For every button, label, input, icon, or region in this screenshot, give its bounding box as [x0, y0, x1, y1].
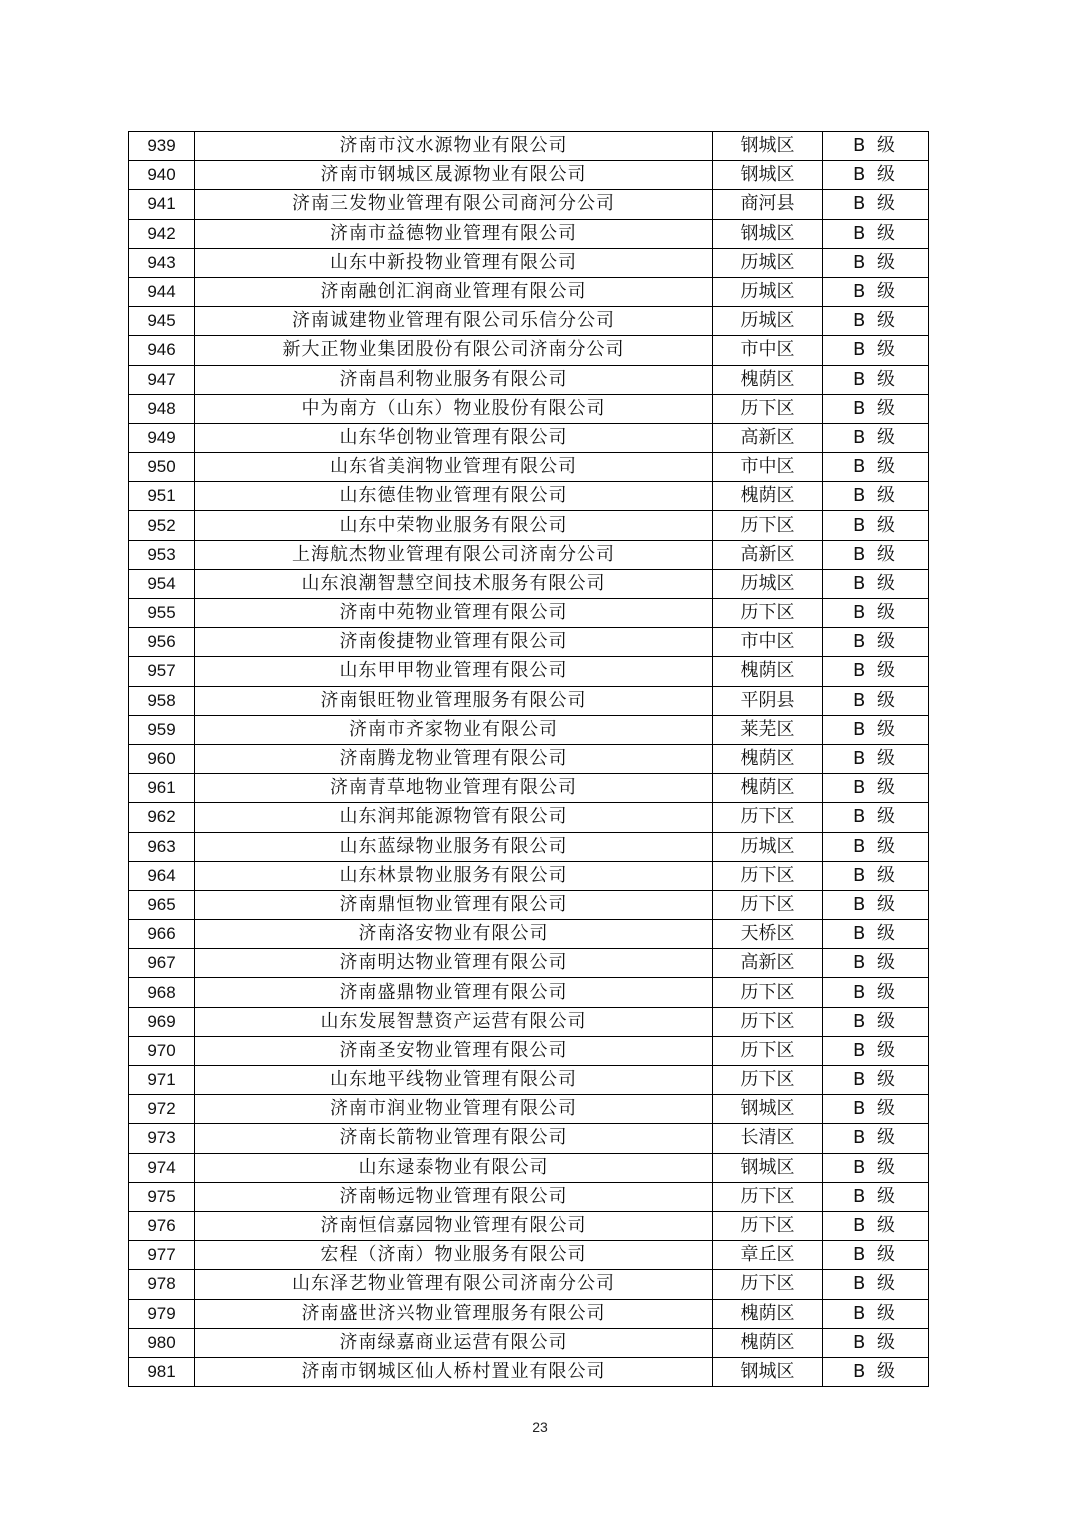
row-number: 974 — [129, 1153, 195, 1182]
row-number: 969 — [129, 1007, 195, 1036]
company-name: 济南洛安物业有限公司 — [195, 920, 713, 949]
grade-value: B 级 — [823, 861, 929, 890]
table-row — [129, 715, 929, 744]
company-name: 济南盛鼎物业管理有限公司 — [195, 978, 713, 1007]
district-name: 历下区 — [713, 599, 823, 628]
table-row — [129, 1182, 929, 1211]
table-row — [129, 920, 929, 949]
grade-value: B 级 — [823, 657, 929, 686]
row-number: 975 — [129, 1182, 195, 1211]
table-row — [129, 190, 929, 219]
company-name: 济南市钢城区晟源物业有限公司 — [195, 161, 713, 190]
grade-value: B 级 — [823, 453, 929, 482]
district-name: 历下区 — [713, 511, 823, 540]
grade-value: B 级 — [823, 1211, 929, 1240]
grade-value: B 级 — [823, 599, 929, 628]
row-number: 954 — [129, 569, 195, 598]
company-grade-table — [128, 131, 929, 1387]
company-name: 山东中新投物业管理有限公司 — [195, 248, 713, 277]
row-number: 945 — [129, 307, 195, 336]
row-number: 963 — [129, 832, 195, 861]
company-name: 山东德佳物业管理有限公司 — [195, 482, 713, 511]
grade-value: B 级 — [823, 1124, 929, 1153]
row-number: 970 — [129, 1036, 195, 1065]
row-number: 971 — [129, 1066, 195, 1095]
row-number: 958 — [129, 686, 195, 715]
company-name: 济南俊捷物业管理有限公司 — [195, 628, 713, 657]
row-number: 942 — [129, 219, 195, 248]
grade-value: B 级 — [823, 1328, 929, 1357]
grade-value: B 级 — [823, 132, 929, 161]
grade-value: B 级 — [823, 482, 929, 511]
grade-value: B 级 — [823, 949, 929, 978]
grade-value: B 级 — [823, 890, 929, 919]
table-row — [129, 1153, 929, 1182]
table-row — [129, 599, 929, 628]
company-name: 山东泽艺物业管理有限公司济南分公司 — [195, 1270, 713, 1299]
table-row — [129, 482, 929, 511]
grade-value: B 级 — [823, 920, 929, 949]
table-row — [129, 803, 929, 832]
grade-value: B 级 — [823, 1153, 929, 1182]
grade-value: B 级 — [823, 628, 929, 657]
district-name: 历下区 — [713, 861, 823, 890]
table-row — [129, 277, 929, 306]
district-name: 槐荫区 — [713, 774, 823, 803]
grade-value: B 级 — [823, 832, 929, 861]
company-name: 济南融创汇润商业管理有限公司 — [195, 277, 713, 306]
district-name: 高新区 — [713, 540, 823, 569]
district-name: 历下区 — [713, 890, 823, 919]
table-row — [129, 1124, 929, 1153]
company-name: 济南圣安物业管理有限公司 — [195, 1036, 713, 1065]
table-row — [129, 1328, 929, 1357]
company-name: 上海航杰物业管理有限公司济南分公司 — [195, 540, 713, 569]
grade-value: B 级 — [823, 248, 929, 277]
row-number: 946 — [129, 336, 195, 365]
grade-value: B 级 — [823, 1270, 929, 1299]
company-name: 济南明达物业管理有限公司 — [195, 949, 713, 978]
table-row — [129, 132, 929, 161]
company-name: 济南绿嘉商业运营有限公司 — [195, 1328, 713, 1357]
grade-value: B 级 — [823, 219, 929, 248]
row-number: 952 — [129, 511, 195, 540]
row-number: 959 — [129, 715, 195, 744]
row-number: 948 — [129, 394, 195, 423]
row-number: 941 — [129, 190, 195, 219]
grade-value: B 级 — [823, 1241, 929, 1270]
table-row — [129, 657, 929, 686]
company-name: 山东华创物业管理有限公司 — [195, 423, 713, 452]
row-number: 957 — [129, 657, 195, 686]
grade-value: B 级 — [823, 307, 929, 336]
district-name: 章丘区 — [713, 1241, 823, 1270]
table-body — [129, 132, 929, 1387]
grade-value: B 级 — [823, 365, 929, 394]
row-number: 950 — [129, 453, 195, 482]
company-name: 中为南方（山东）物业股份有限公司 — [195, 394, 713, 423]
row-number: 965 — [129, 890, 195, 919]
grade-value: B 级 — [823, 1182, 929, 1211]
district-name: 平阴县 — [713, 686, 823, 715]
table-row — [129, 161, 929, 190]
table-row — [129, 1036, 929, 1065]
row-number: 939 — [129, 132, 195, 161]
grade-value: B 级 — [823, 161, 929, 190]
grade-value: B 级 — [823, 774, 929, 803]
table-row — [129, 949, 929, 978]
district-name: 槐荫区 — [713, 1299, 823, 1328]
district-name: 历下区 — [713, 1066, 823, 1095]
table-row — [129, 365, 929, 394]
district-name: 历下区 — [713, 1270, 823, 1299]
company-name: 济南恒信嘉园物业管理有限公司 — [195, 1211, 713, 1240]
table-row — [129, 1066, 929, 1095]
district-name: 钢城区 — [713, 132, 823, 161]
company-name: 山东逯泰物业有限公司 — [195, 1153, 713, 1182]
district-name: 市中区 — [713, 453, 823, 482]
district-name: 槐荫区 — [713, 365, 823, 394]
table-row — [129, 861, 929, 890]
district-name: 长清区 — [713, 1124, 823, 1153]
district-name: 莱芜区 — [713, 715, 823, 744]
row-number: 956 — [129, 628, 195, 657]
district-name: 钢城区 — [713, 1153, 823, 1182]
row-number: 949 — [129, 423, 195, 452]
table-row — [129, 248, 929, 277]
grade-value: B 级 — [823, 803, 929, 832]
company-name: 山东润邦能源物管有限公司 — [195, 803, 713, 832]
table-row — [129, 423, 929, 452]
company-name: 济南三发物业管理有限公司商河分公司 — [195, 190, 713, 219]
row-number: 973 — [129, 1124, 195, 1153]
district-name: 高新区 — [713, 949, 823, 978]
row-number: 960 — [129, 744, 195, 773]
table-row — [129, 978, 929, 1007]
table-row — [129, 832, 929, 861]
company-name: 山东中荣物业服务有限公司 — [195, 511, 713, 540]
grade-value: B 级 — [823, 715, 929, 744]
grade-value: B 级 — [823, 1066, 929, 1095]
grade-value: B 级 — [823, 1007, 929, 1036]
table-row — [129, 686, 929, 715]
district-name: 市中区 — [713, 336, 823, 365]
table-row — [129, 1095, 929, 1124]
district-name: 历下区 — [713, 1007, 823, 1036]
company-name: 济南中苑物业管理有限公司 — [195, 599, 713, 628]
district-name: 天桥区 — [713, 920, 823, 949]
row-number: 977 — [129, 1241, 195, 1270]
district-name: 高新区 — [713, 423, 823, 452]
table-row — [129, 336, 929, 365]
grade-value: B 级 — [823, 1095, 929, 1124]
district-name: 槐荫区 — [713, 482, 823, 511]
row-number: 953 — [129, 540, 195, 569]
row-number: 972 — [129, 1095, 195, 1124]
district-name: 钢城区 — [713, 1357, 823, 1386]
company-name: 山东发展智慧资产运营有限公司 — [195, 1007, 713, 1036]
row-number: 943 — [129, 248, 195, 277]
district-name: 市中区 — [713, 628, 823, 657]
company-name: 山东林景物业服务有限公司 — [195, 861, 713, 890]
table-row — [129, 744, 929, 773]
grade-value: B 级 — [823, 336, 929, 365]
table-row — [129, 1211, 929, 1240]
row-number: 964 — [129, 861, 195, 890]
company-name: 济南市汶水源物业有限公司 — [195, 132, 713, 161]
company-name: 山东蓝绿物业服务有限公司 — [195, 832, 713, 861]
table-row — [129, 628, 929, 657]
company-name: 山东地平线物业管理有限公司 — [195, 1066, 713, 1095]
district-name: 商河县 — [713, 190, 823, 219]
table-row — [129, 890, 929, 919]
grade-value: B 级 — [823, 1036, 929, 1065]
grade-value: B 级 — [823, 569, 929, 598]
grade-value: B 级 — [823, 744, 929, 773]
company-name: 山东甲甲物业管理有限公司 — [195, 657, 713, 686]
grade-value: B 级 — [823, 394, 929, 423]
row-number: 979 — [129, 1299, 195, 1328]
table-row — [129, 1357, 929, 1386]
company-name: 济南畅远物业管理有限公司 — [195, 1182, 713, 1211]
district-name: 历城区 — [713, 307, 823, 336]
grade-value: B 级 — [823, 540, 929, 569]
row-number: 976 — [129, 1211, 195, 1240]
row-number: 978 — [129, 1270, 195, 1299]
district-name: 钢城区 — [713, 1095, 823, 1124]
district-name: 历下区 — [713, 803, 823, 832]
grade-value: B 级 — [823, 190, 929, 219]
table-row — [129, 307, 929, 336]
grade-value: B 级 — [823, 686, 929, 715]
district-name: 历城区 — [713, 248, 823, 277]
company-name: 济南鼎恒物业管理有限公司 — [195, 890, 713, 919]
district-name: 历下区 — [713, 1182, 823, 1211]
district-name: 历下区 — [713, 978, 823, 1007]
grade-value: B 级 — [823, 511, 929, 540]
company-name: 山东省美润物业管理有限公司 — [195, 453, 713, 482]
district-name: 钢城区 — [713, 161, 823, 190]
table-row — [129, 1270, 929, 1299]
row-number: 980 — [129, 1328, 195, 1357]
table-row — [129, 569, 929, 598]
grade-value: B 级 — [823, 1357, 929, 1386]
district-name: 历城区 — [713, 277, 823, 306]
row-number: 961 — [129, 774, 195, 803]
table-row — [129, 774, 929, 803]
grade-value: B 级 — [823, 978, 929, 1007]
table-row — [129, 540, 929, 569]
table-row — [129, 511, 929, 540]
table-row — [129, 394, 929, 423]
row-number: 940 — [129, 161, 195, 190]
company-name: 山东浪潮智慧空间技术服务有限公司 — [195, 569, 713, 598]
district-name: 历下区 — [713, 394, 823, 423]
table-row — [129, 1241, 929, 1270]
row-number: 955 — [129, 599, 195, 628]
table-row — [129, 453, 929, 482]
company-name: 济南腾龙物业管理有限公司 — [195, 744, 713, 773]
row-number: 947 — [129, 365, 195, 394]
district-name: 历下区 — [713, 1211, 823, 1240]
table-row — [129, 219, 929, 248]
row-number: 951 — [129, 482, 195, 511]
company-name: 宏程（济南）物业服务有限公司 — [195, 1241, 713, 1270]
district-name: 槐荫区 — [713, 744, 823, 773]
company-name: 济南市润业物业管理有限公司 — [195, 1095, 713, 1124]
grade-value: B 级 — [823, 1299, 929, 1328]
table-row — [129, 1007, 929, 1036]
company-name: 济南银旺物业管理服务有限公司 — [195, 686, 713, 715]
district-name: 槐荫区 — [713, 657, 823, 686]
row-number: 967 — [129, 949, 195, 978]
company-name: 济南市钢城区仙人桥村置业有限公司 — [195, 1357, 713, 1386]
company-name: 济南市益德物业管理有限公司 — [195, 219, 713, 248]
row-number: 966 — [129, 920, 195, 949]
row-number: 962 — [129, 803, 195, 832]
company-name: 济南市齐家物业有限公司 — [195, 715, 713, 744]
company-name: 济南盛世济兴物业管理服务有限公司 — [195, 1299, 713, 1328]
district-name: 槐荫区 — [713, 1328, 823, 1357]
company-name: 济南诚建物业管理有限公司乐信分公司 — [195, 307, 713, 336]
company-name: 济南青草地物业管理有限公司 — [195, 774, 713, 803]
grade-value: B 级 — [823, 277, 929, 306]
row-number: 968 — [129, 978, 195, 1007]
company-name: 新大正物业集团股份有限公司济南分公司 — [195, 336, 713, 365]
district-name: 历城区 — [713, 569, 823, 598]
row-number: 944 — [129, 277, 195, 306]
company-name: 济南昌利物业服务有限公司 — [195, 365, 713, 394]
district-name: 历下区 — [713, 1036, 823, 1065]
table-row — [129, 1299, 929, 1328]
page-number: 23 — [532, 1419, 548, 1435]
district-name: 历城区 — [713, 832, 823, 861]
company-name: 济南长箭物业管理有限公司 — [195, 1124, 713, 1153]
row-number: 981 — [129, 1357, 195, 1386]
grade-value: B 级 — [823, 423, 929, 452]
district-name: 钢城区 — [713, 219, 823, 248]
